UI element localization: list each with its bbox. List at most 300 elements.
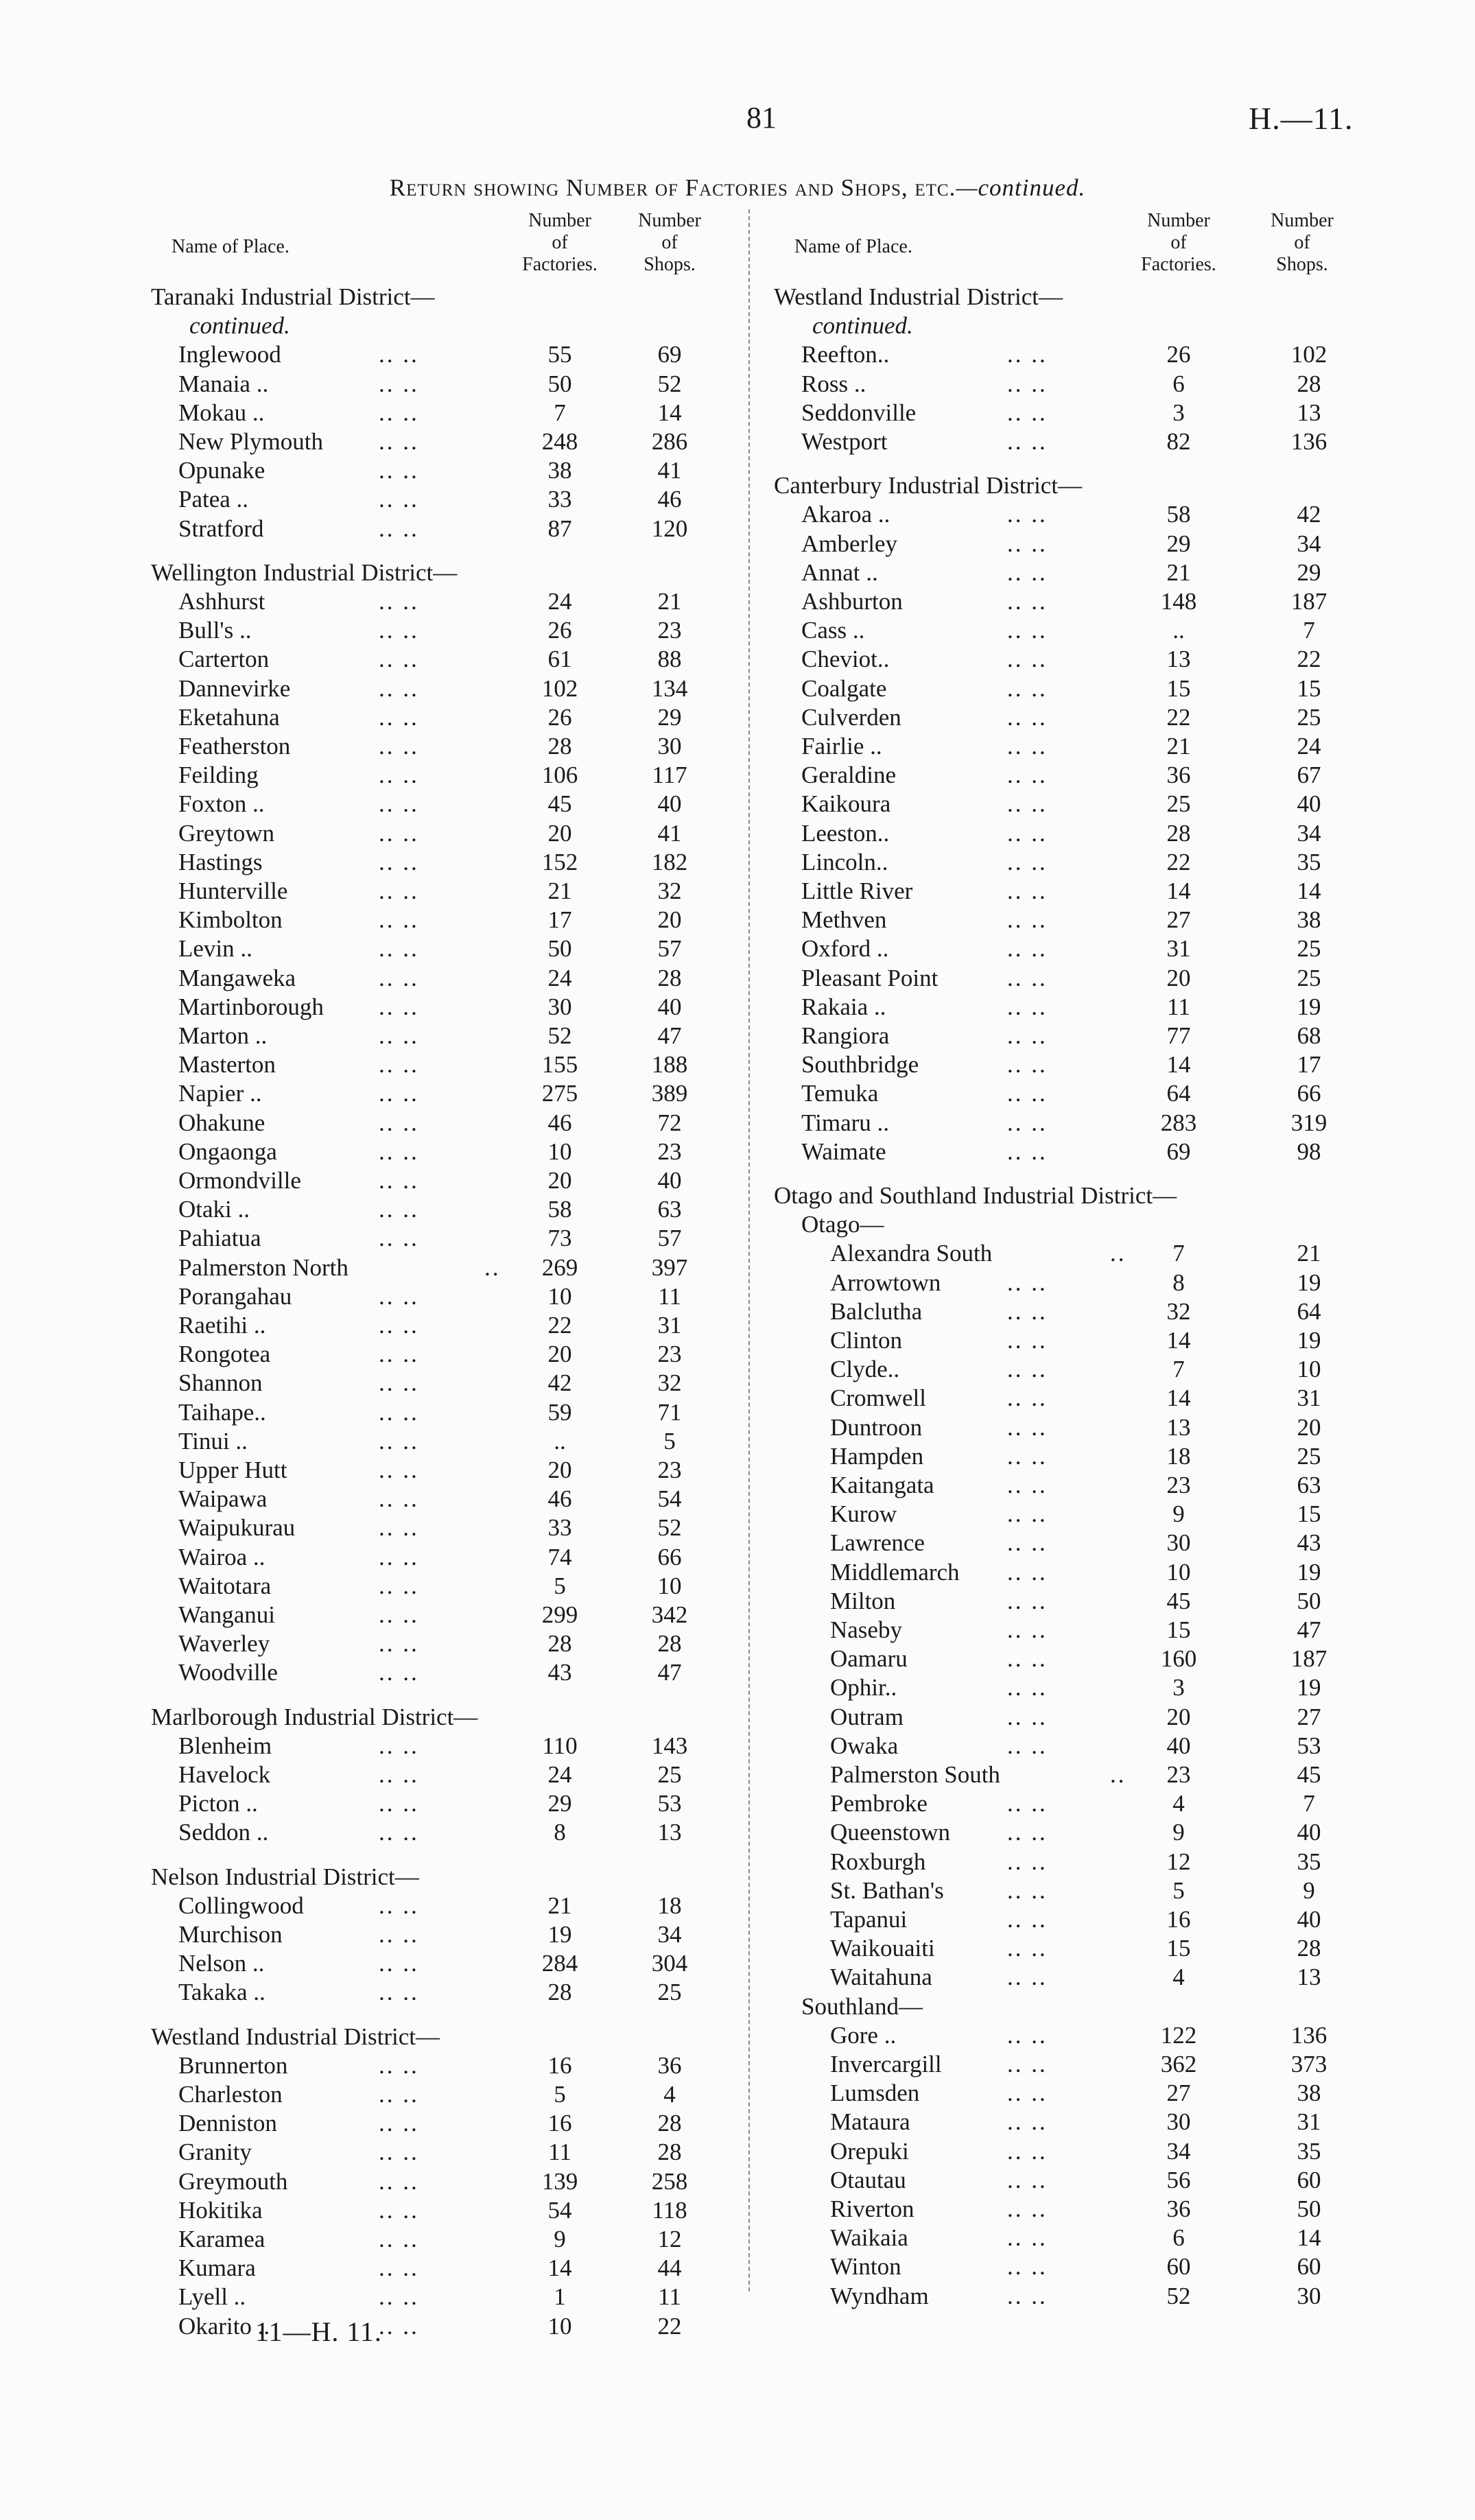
leader-dots: .. .. — [1007, 1935, 1048, 1962]
table-row — [148, 1949, 738, 1978]
factories-count: 14 — [1166, 878, 1191, 904]
shops-count: 40 — [657, 790, 682, 818]
shops-count: 143 — [651, 1732, 688, 1759]
factories-count: 20 — [547, 819, 572, 847]
colhdr-factories-3: Factories. — [522, 254, 598, 275]
place-name: Otaki .. — [178, 1196, 250, 1223]
leader-dots: .. .. — [379, 515, 419, 542]
table-row — [774, 1732, 1391, 1761]
table-row — [774, 790, 1391, 819]
leader-dots: .. .. — [1007, 399, 1048, 426]
factories-count: 29 — [547, 1790, 572, 1817]
place-name: Milton — [830, 1587, 896, 1614]
leader-dots: .. .. — [1007, 1558, 1048, 1586]
shops-count: 32 — [657, 878, 682, 904]
table-row — [148, 2167, 738, 2196]
place-name: Wyndham — [830, 2282, 929, 2309]
leader-dots: .. .. — [379, 2254, 419, 2282]
district-heading — [148, 1703, 738, 1732]
shops-count: 31 — [1297, 1385, 1321, 1412]
place-name: Cheviot.. — [801, 646, 890, 673]
factories-count: 26 — [547, 617, 572, 644]
place-name: Mangaweka — [178, 964, 296, 991]
factories-count: 5 — [554, 2081, 566, 2108]
shops-count: 13 — [1297, 1964, 1321, 1991]
leader-dots: .. .. — [379, 1167, 419, 1194]
leader-dots: .. .. — [1007, 878, 1048, 904]
shops-count: 36 — [657, 2051, 682, 2079]
place-name: Waipawa — [178, 1485, 268, 1513]
table-row — [774, 2108, 1391, 2136]
factories-count: 18 — [1166, 1442, 1191, 1470]
leader-dots: .. .. — [1007, 1413, 1048, 1441]
leader-dots: .. .. — [1007, 848, 1048, 875]
table-row — [148, 370, 738, 399]
table-row — [148, 1456, 738, 1485]
shops-count: 47 — [657, 1022, 682, 1049]
factories-count: 87 — [547, 515, 572, 542]
shops-count: 19 — [1297, 1674, 1321, 1701]
table-row — [774, 761, 1391, 790]
leader-dots: .. .. — [1007, 2080, 1048, 2107]
leader-dots: .. .. — [1007, 1732, 1048, 1759]
table-row — [774, 558, 1391, 587]
factories-count: 5 — [1172, 1876, 1185, 1904]
shops-count: 52 — [657, 370, 682, 397]
table-row — [774, 732, 1391, 761]
shops-count: 67 — [1297, 762, 1321, 789]
leader-dots: .. .. — [379, 1790, 419, 1817]
leader-dots: .. .. — [379, 486, 419, 513]
shops-count: 34 — [1297, 819, 1321, 847]
place-name: Winton — [830, 2253, 901, 2281]
factories-count: 20 — [547, 1167, 572, 1194]
shops-count: 72 — [657, 1109, 682, 1136]
factories-count: 74 — [547, 1543, 572, 1570]
factories-count: 58 — [1166, 501, 1191, 528]
factories-count: 21 — [547, 878, 572, 904]
factories-count: 28 — [547, 1979, 572, 2006]
factories-count: 30 — [547, 993, 572, 1020]
colhdr-factories-right — [1131, 210, 1227, 276]
shops-count: 28 — [657, 2110, 682, 2137]
place-name: Akaroa .. — [801, 501, 890, 528]
place-name: Annat .. — [801, 558, 878, 586]
place-name: Outram — [830, 1703, 904, 1730]
table-row — [774, 2137, 1391, 2166]
shops-count: 44 — [657, 2254, 682, 2282]
leader-dots: .. .. — [1007, 1848, 1048, 1875]
shops-count: 40 — [1297, 790, 1321, 818]
leader-dots: .. .. — [1007, 1356, 1048, 1383]
place-name: Ongaonga — [178, 1138, 277, 1165]
leader-dots: .. .. — [379, 1819, 419, 1846]
factories-count: 43 — [547, 1659, 572, 1686]
factories-count: 102 — [541, 674, 578, 702]
place-name: Tinui .. — [178, 1427, 248, 1455]
place-name: Greymouth — [178, 2167, 288, 2195]
shops-count: 69 — [657, 341, 682, 368]
factories-count: 30 — [1166, 2108, 1191, 2136]
table-row — [148, 1079, 738, 1108]
factories-count: 362 — [1160, 2051, 1197, 2077]
shops-count: 35 — [1297, 848, 1321, 875]
leader-dots: .. .. — [379, 964, 419, 991]
shops-count: 12 — [657, 2226, 682, 2252]
leader-dots: .. .. — [379, 762, 419, 789]
place-name: Opunake — [178, 457, 266, 484]
place-name: Lumsden — [830, 2080, 920, 2107]
shops-count: 27 — [1297, 1703, 1321, 1730]
shops-count: 63 — [657, 1196, 682, 1223]
table-row — [774, 1138, 1391, 1166]
table-row — [774, 2079, 1391, 2108]
place-name: Seddonville — [801, 399, 917, 426]
leader-dots: .. .. — [1007, 1269, 1048, 1296]
table-title — [0, 174, 1475, 202]
shops-count: 60 — [1297, 2253, 1321, 2281]
table-title-main: Return showing Number of Factories and Shops, etc. — [389, 174, 956, 201]
table-row — [774, 1818, 1391, 1847]
place-name: Wairoa .. — [178, 1543, 266, 1570]
table-row — [774, 1079, 1391, 1108]
leader-dots: .. .. — [1007, 1109, 1048, 1136]
leader-dots: .. .. — [379, 1282, 419, 1310]
colhdr-factories-2: of — [552, 232, 568, 253]
leader-dots: .. — [1110, 1240, 1126, 1267]
factories-count: 248 — [541, 428, 578, 455]
place-name: Dannevirke — [178, 674, 291, 702]
shops-count: 23 — [657, 1341, 682, 1368]
place-name: Ashburton — [801, 588, 903, 615]
shops-count: 25 — [1297, 1442, 1321, 1470]
leader-dots: .. .. — [1007, 1703, 1048, 1730]
leader-dots: .. — [1110, 1761, 1126, 1788]
factories-count: 15 — [1166, 1935, 1191, 1962]
shops-count: 45 — [1297, 1761, 1321, 1788]
leader-dots: .. .. — [1007, 1500, 1048, 1528]
factories-count: 20 — [547, 1457, 572, 1483]
shops-count: 20 — [1297, 1413, 1321, 1441]
table-row — [148, 674, 738, 703]
shops-count: 14 — [657, 399, 682, 426]
leader-dots: .. .. — [379, 1398, 419, 1426]
shops-count: 28 — [1297, 370, 1321, 397]
place-name: Oamaru — [830, 1645, 908, 1673]
leader-dots: .. .. — [379, 1457, 419, 1483]
leader-dots: .. .. — [379, 1601, 419, 1628]
factories-count: 22 — [1166, 848, 1191, 875]
factories-count: 21 — [547, 1892, 572, 1919]
factories-count: 69 — [1166, 1138, 1191, 1165]
factories-count: 28 — [1166, 819, 1191, 847]
leader-dots: .. .. — [379, 1225, 419, 1252]
table-row — [148, 1658, 738, 1687]
colhdr-factories-1: Number — [528, 210, 591, 231]
table-row — [774, 1558, 1391, 1587]
place-name: Riverton — [830, 2195, 914, 2222]
district-heading — [774, 1181, 1391, 1210]
shops-count: 66 — [657, 1543, 682, 1570]
table-row — [774, 1050, 1391, 1079]
table-row — [148, 2254, 738, 2283]
leader-dots: .. .. — [379, 906, 419, 934]
place-name: Ohakune — [178, 1109, 266, 1136]
table-row — [774, 703, 1391, 732]
leader-dots: .. .. — [379, 790, 419, 818]
shops-count: 118 — [652, 2196, 687, 2224]
shops-count: 30 — [657, 733, 682, 759]
leader-dots: .. .. — [379, 1080, 419, 1107]
place-name: Stratford — [178, 515, 264, 542]
shops-count: 31 — [1297, 2108, 1321, 2136]
place-name: Otautau — [830, 2166, 906, 2193]
factories-count: 82 — [1166, 428, 1191, 455]
factories-count: 17 — [547, 906, 572, 934]
table-row — [774, 848, 1391, 877]
shops-count: 4 — [663, 2081, 676, 2108]
table-row — [148, 1761, 738, 1789]
shops-count: 25 — [1297, 703, 1321, 731]
leader-dots: .. .. — [1007, 530, 1048, 557]
factories-count: 28 — [547, 1630, 572, 1658]
table-row — [774, 906, 1391, 934]
table-row — [148, 1369, 738, 1398]
place-name: Clyde.. — [830, 1356, 900, 1383]
place-name: Roxburgh — [830, 1848, 926, 1875]
factories-count: 24 — [547, 1761, 572, 1788]
heading-text: Wellington Industrial District— — [151, 558, 458, 586]
table-row — [148, 1195, 738, 1224]
table-row — [774, 1934, 1391, 1963]
table-row — [774, 1616, 1391, 1645]
leader-dots: .. .. — [1007, 617, 1048, 644]
place-name: Oxford .. — [801, 935, 889, 963]
leader-dots: .. .. — [379, 457, 419, 484]
district-heading — [148, 1863, 738, 1892]
table-row — [774, 934, 1391, 963]
leader-dots: .. .. — [1007, 1819, 1048, 1846]
leader-dots: .. .. — [1007, 2166, 1048, 2193]
place-name: Patea .. — [178, 486, 249, 513]
shops-count: 29 — [657, 703, 682, 731]
leader-dots: .. .. — [379, 993, 419, 1020]
table-row — [774, 1384, 1391, 1413]
place-name: Waitahuna — [830, 1964, 932, 1991]
factories-count: 23 — [1166, 1472, 1191, 1498]
page-number: 81 — [746, 101, 777, 134]
colhdr-name-right: Name of Place. — [794, 236, 912, 257]
factories-count: 50 — [547, 935, 572, 963]
table-row — [148, 1572, 738, 1601]
table-row — [148, 1166, 738, 1195]
factories-count: 33 — [547, 1514, 572, 1542]
leader-dots: .. .. — [379, 2283, 419, 2311]
table-row — [148, 761, 738, 790]
factories-count: 45 — [547, 790, 572, 818]
factories-count: .. — [1172, 617, 1185, 644]
colhdr-shops-2: of — [661, 232, 678, 253]
table-row — [148, 1398, 738, 1427]
continued-label — [774, 311, 1391, 340]
shops-count: 21 — [657, 588, 682, 615]
table-row — [148, 906, 738, 934]
table-row — [148, 1978, 738, 2007]
table-row — [148, 1022, 738, 1050]
shops-count: 66 — [1297, 1080, 1321, 1107]
place-name: Granity — [178, 2139, 252, 2166]
heading-text: Canterbury Industrial District— — [774, 472, 1083, 499]
shops-count: 319 — [1290, 1109, 1328, 1136]
leader-dots: .. .. — [1007, 964, 1048, 991]
leader-dots: .. .. — [379, 1921, 419, 1948]
factories-count: 60 — [1166, 2253, 1191, 2281]
shops-count: 13 — [657, 1819, 682, 1846]
factories-count: 26 — [1166, 341, 1191, 368]
shops-count: 19 — [1297, 1327, 1321, 1354]
table-row — [148, 1920, 738, 1949]
table-row — [148, 1789, 738, 1818]
shops-count: 187 — [1290, 588, 1328, 615]
shops-count: 24 — [1297, 733, 1321, 759]
factories-count: 16 — [1166, 1906, 1191, 1933]
table-row — [774, 1022, 1391, 1050]
table-row — [774, 427, 1391, 456]
table-row — [774, 2282, 1391, 2311]
shops-count: 5 — [663, 1427, 676, 1455]
place-name: Culverden — [801, 703, 901, 731]
document-reference: H.—11. — [1249, 101, 1354, 136]
leader-dots: .. .. — [379, 2312, 419, 2340]
place-name: Lincoln.. — [801, 848, 888, 875]
leader-dots: .. .. — [379, 733, 419, 759]
leader-dots: .. .. — [379, 588, 419, 615]
factories-count: 20 — [1166, 964, 1191, 991]
place-name: Duntroon — [830, 1413, 923, 1441]
factories-count: 6 — [1172, 2224, 1185, 2252]
factories-count: 12 — [1166, 1848, 1191, 1875]
table-row — [774, 1413, 1391, 1442]
table-row — [774, 370, 1391, 399]
leader-dots: .. .. — [1007, 1964, 1048, 1991]
shops-count: 28 — [657, 2139, 682, 2166]
factories-count: 13 — [1166, 1413, 1191, 1441]
place-name: Queenstown — [830, 1819, 950, 1846]
place-name: Invercargill — [830, 2051, 942, 2077]
table-row — [148, 1311, 738, 1340]
table-row — [148, 2283, 738, 2311]
place-name: Seddon .. — [178, 1819, 269, 1846]
table-row — [774, 1326, 1391, 1355]
place-name: Mokau .. — [178, 399, 265, 426]
shops-count: 23 — [657, 1138, 682, 1165]
table-row — [148, 645, 738, 674]
factories-count: 5 — [554, 1572, 566, 1599]
place-name: Waverley — [178, 1630, 270, 1658]
table-row — [148, 1138, 738, 1166]
place-name: Greytown — [178, 819, 274, 847]
factories-count: 23 — [1166, 1761, 1191, 1788]
shops-count: 120 — [651, 515, 688, 542]
leader-dots: .. .. — [1007, 1022, 1048, 1049]
shops-count: 17 — [1297, 1051, 1321, 1079]
place-name: Clinton — [830, 1327, 903, 1354]
leader-dots: .. .. — [379, 1630, 419, 1658]
leader-dots: .. .. — [379, 1979, 419, 2006]
place-name: Rakaia .. — [801, 993, 886, 1020]
factories-count: 9 — [1172, 1500, 1185, 1528]
shops-count: 53 — [1297, 1732, 1321, 1759]
shops-count: 25 — [657, 1979, 682, 2006]
table-row — [774, 964, 1391, 993]
table-row — [774, 1442, 1391, 1471]
place-name: Kimbolton — [178, 906, 283, 934]
shops-count: 47 — [1297, 1616, 1321, 1643]
place-name: Orepuki — [830, 2137, 909, 2165]
column-divider — [748, 209, 750, 2292]
shops-count: 22 — [657, 2312, 682, 2340]
factories-count: 16 — [547, 2051, 572, 2079]
place-name: Tapanui — [830, 1906, 908, 1933]
factories-count: 10 — [1166, 1558, 1191, 1586]
place-name: Mataura — [830, 2108, 910, 2136]
leader-dots: .. .. — [1007, 935, 1048, 963]
shops-count: 52 — [657, 1514, 682, 1542]
factories-count: 10 — [547, 2312, 572, 2340]
place-name: Ashhurst — [178, 588, 266, 615]
page-footer: 11—H. 11. — [255, 2316, 382, 2347]
leader-dots: .. .. — [379, 1196, 419, 1223]
factories-count: 9 — [554, 2226, 566, 2252]
shops-count: 22 — [1297, 646, 1321, 673]
table-row — [774, 1703, 1391, 1732]
place-name: Raetihi .. — [178, 1312, 266, 1339]
factories-count: 54 — [547, 2196, 572, 2224]
table-row — [148, 1732, 738, 1761]
factories-count: 11 — [548, 2139, 571, 2166]
factories-count: 7 — [1172, 1356, 1185, 1383]
leader-dots: .. .. — [1007, 1529, 1048, 1557]
table-row — [774, 1848, 1391, 1876]
shops-count: 68 — [1297, 1022, 1321, 1049]
table-row — [148, 616, 738, 645]
factories-count: 14 — [547, 2254, 572, 2282]
leader-dots: .. .. — [1007, 2253, 1048, 2281]
place-name: Porangahau — [178, 1282, 292, 1310]
factories-count: 58 — [547, 1196, 572, 1223]
colhdr-factories-right-1: Number — [1147, 210, 1210, 231]
leader-dots: .. .. — [379, 819, 419, 847]
factories-count: 46 — [547, 1485, 572, 1513]
leader-dots: .. .. — [379, 2110, 419, 2137]
shops-count: 15 — [1297, 1500, 1321, 1528]
leader-dots: .. .. — [379, 2226, 419, 2252]
factories-count: 15 — [1166, 1616, 1191, 1643]
shops-count: 397 — [651, 1253, 688, 1281]
shops-count: 40 — [1297, 1819, 1321, 1846]
factories-count: 14 — [1166, 1385, 1191, 1412]
place-name: Middlemarch — [830, 1558, 960, 1586]
factories-count: 11 — [1167, 993, 1190, 1020]
leader-dots: .. .. — [1007, 558, 1048, 586]
colhdr-factories — [512, 210, 608, 276]
table-row — [774, 1471, 1391, 1500]
table-row — [148, 819, 738, 848]
shops-count: 19 — [1297, 1269, 1321, 1296]
table-row — [774, 1587, 1391, 1616]
leader-dots: .. .. — [1007, 906, 1048, 934]
shops-count: 54 — [657, 1485, 682, 1513]
